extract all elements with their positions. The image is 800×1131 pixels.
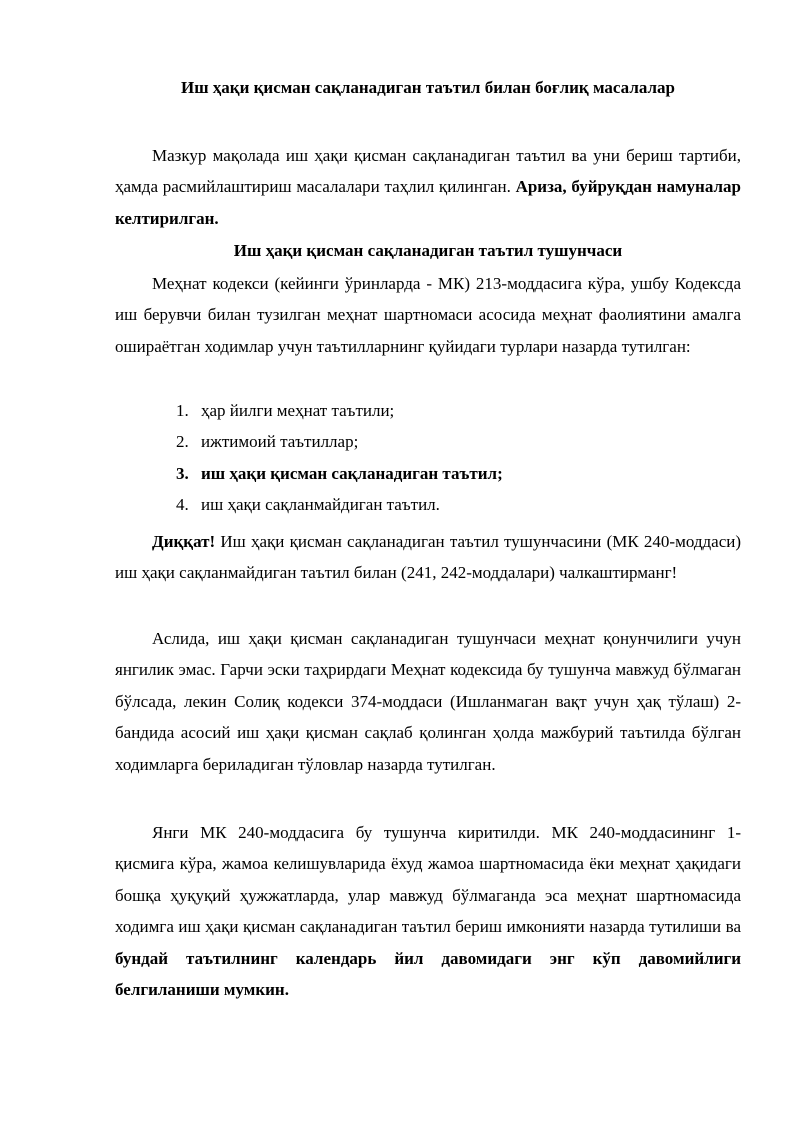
warning-label: Диққат! [152,532,216,551]
list-item: 4. иш ҳақи сақланмайдиган таътил. [176,495,440,515]
list-item: 3. иш ҳақи қисман сақланадиган таътил; [176,463,503,483]
warning-text: Иш ҳақи қисман сақланадиган таътил тушунчасини (МК 240-моддаси) иш ҳақи сақланмайдиган таътил билан (241, 242-моддалари) чалкаштирманг! [115,532,742,583]
section-heading: Иш ҳақи қисман сақланадиган таътил тушунчаси [233,241,623,260]
warning-paragraph [115,526,741,589]
list-item: 2. ижтимоий таътиллар; [176,432,359,452]
intro-text: Мазкур мақолада иш ҳақи қисман сақланадиган таътил ва уни бериш тартиби, ҳамда расмийлаштириш масалалари таҳлил қилинган. [115,146,741,197]
paragraph-3 [115,817,741,1005]
paragraph-3-bold-text: бундай таътилнинг календарь йил давомидаги энг кўп давомийлиги белгиланиши мумкин. [115,948,741,1000]
paragraph-1: Меҳнат кодекси (кейинги ўринларда - МК) 213-моддасига кўра, ушбу Кодексда иш берувчи билан тузилган меҳнат шартномаси асосида меҳнат фаолиятини амалга ошираётган ходимлар учун таътилларнинг қуйидаги турлари назарда тутилган: [115,274,741,356]
paragraph-3-text: Янги МК 240-моддасига бу тушунча киритилди. МК 240-моддасининг 1-қисмига кўра, жамоа келишувларида ёхуд жамоа шартномасида ёки меҳнат ҳақидаги бошқа ҳуқуқий ҳужжатларда, улар мавжуд бўлмаганда эса меҳнат шартномасида ходимга иш ҳақи қисман сақланадиган таътил бериш имконияти назарда тутилиши ва [115,823,741,937]
list-item: 1. ҳар йилги меҳнат таътили; [176,401,395,420]
document-title: Иш ҳақи қисман сақланадиган таътил билан боғлиқ масалалар [180,78,676,97]
intro-paragraph [115,140,741,234]
intro-bold-text: Ариза, буйруқдан намуналар келтирилган. [115,177,741,228]
leave-types-list [176,395,696,521]
paragraph-2: Аслида, иш ҳақи қисман сақланадиган тушунчаси меҳнат қонунчилиги учун янгилик эмас. Гарчи эски таҳрирдаги Меҳнат кодексида бу тушунча мавжуд бўлмаган бўлсада, лекин Солиқ кодекси 374-моддаси (Ишланмаган вақт учун ҳақ тўлаш) 2-бандида асосий иш ҳақи қисман сақлаб қолинган ҳолда мажбурий таътилда бўлган ходимларга бериладиган тўловлар назарда тутилган. [115,629,741,774]
